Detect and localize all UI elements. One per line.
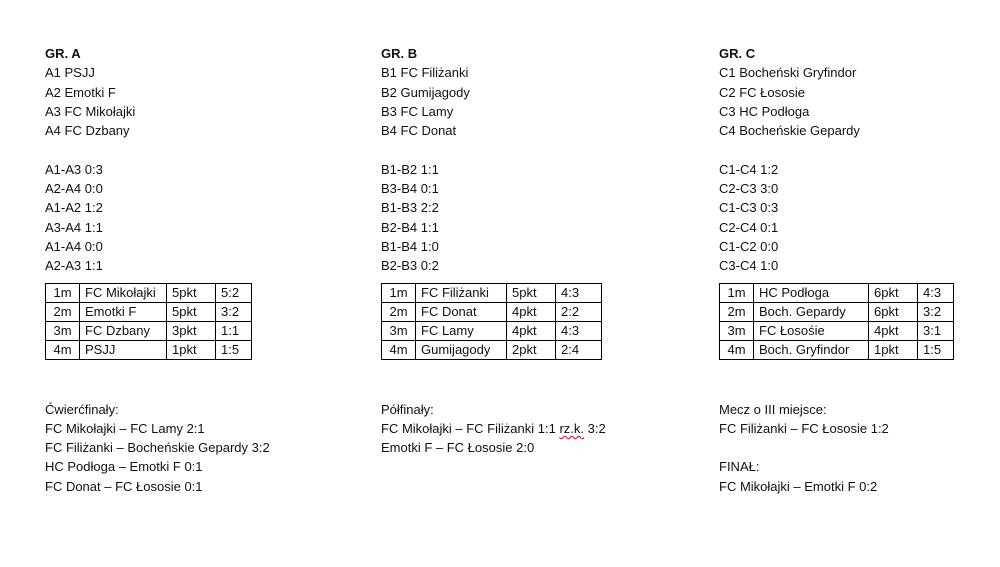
final-match: FC Mikołajki – Emotki F 0:2 <box>719 478 878 494</box>
group-c-title: GR. C <box>719 46 756 61</box>
group-b-match-2: B3-B4 0:1 <box>381 181 439 197</box>
goals-cell: 1:1 <box>216 321 252 340</box>
group-b-team-3: B3 FC Lamy <box>381 103 454 119</box>
goals-cell: 3:2 <box>216 302 252 321</box>
penalties-abbreviation: rz.k. <box>559 420 584 436</box>
group-a-match-6: A2-A3 1:1 <box>45 258 103 274</box>
group-c-match-3: C1-C3 0:3 <box>719 200 779 216</box>
points-cell: 4pkt <box>869 321 918 340</box>
group-b-match-5: B1-B4 1:0 <box>381 238 439 254</box>
table-row <box>382 283 602 302</box>
quarterfinal-match-2: FC Filiżanki – Bocheńskie Gepardy 3:2 <box>45 440 270 456</box>
goals-cell: 1:5 <box>918 340 954 359</box>
group-c-team-3: C3 HC Podłoga <box>719 103 810 119</box>
team-cell: Gumijagody <box>416 340 507 359</box>
team-cell: FC Lamy <box>416 321 507 340</box>
quarterfinal-match-1: FC Mikołajki – FC Lamy 2:1 <box>45 420 205 436</box>
goals-cell: 4:3 <box>556 283 602 302</box>
table-row <box>46 321 252 340</box>
team-cell: Boch. Gepardy <box>754 302 869 321</box>
team-cell: FC Mikołajki <box>80 283 167 302</box>
goals-cell: 3:1 <box>918 321 954 340</box>
quarterfinal-match-3: HC Podłoga – Emotki F 0:1 <box>45 459 203 475</box>
table-row <box>46 283 252 302</box>
finals-section <box>719 400 954 496</box>
points-cell: 4pkt <box>507 302 556 321</box>
semifinal-match-1 <box>381 419 606 438</box>
points-cell: 3pkt <box>167 321 216 340</box>
team-cell: FC Dzbany <box>80 321 167 340</box>
table-row <box>46 302 252 321</box>
team-cell: Emotki F <box>80 302 167 321</box>
position-cell: 1m <box>382 283 416 302</box>
group-b-match-1: B1-B2 1:1 <box>381 161 439 177</box>
group-c-column <box>719 44 954 496</box>
group-c-match-2: C2-C3 3:0 <box>719 181 779 197</box>
position-cell: 4m <box>382 340 416 359</box>
table-row <box>382 302 602 321</box>
goals-cell: 5:2 <box>216 283 252 302</box>
semifinal-match-1-penalties: 3:2 <box>584 420 606 436</box>
goals-cell: 2:4 <box>556 340 602 359</box>
semifinal-match-1-main: FC Mikołajki – FC Filiżanki 1:1 <box>381 420 560 436</box>
semifinals-section <box>381 400 606 458</box>
team-cell: FC Łosośie <box>754 321 869 340</box>
group-c-match-5: C1-C2 0:0 <box>719 238 779 254</box>
group-c-standings-table <box>719 283 954 360</box>
group-a-standings-table <box>45 283 252 360</box>
table-row <box>720 283 954 302</box>
points-cell: 5pkt <box>507 283 556 302</box>
position-cell: 4m <box>720 340 754 359</box>
quarterfinals-title: Ćwierćfinały: <box>45 401 119 417</box>
group-b-match-6: B2-B3 0:2 <box>381 258 439 274</box>
final-title: FINAŁ: <box>719 459 760 475</box>
table-row <box>382 321 602 340</box>
goals-cell: 3:2 <box>918 302 954 321</box>
group-c-team-1: C1 Bocheński Gryfindor <box>719 65 857 81</box>
semifinal-match-2: Emotki F – FC Łososie 2:0 <box>381 440 535 456</box>
semifinals-title: Półfinały: <box>381 401 434 417</box>
group-a-team-4: A4 FC Dzbany <box>45 123 130 139</box>
group-c-team-2: C2 FC Łososie <box>719 84 805 100</box>
quarterfinals-section <box>45 400 270 496</box>
team-cell: FC Filiżanki <box>416 283 507 302</box>
quarterfinal-match-4: FC Donat – FC Łososie 0:1 <box>45 478 203 494</box>
points-cell: 5pkt <box>167 302 216 321</box>
points-cell: 1pkt <box>167 340 216 359</box>
points-cell: 2pkt <box>507 340 556 359</box>
position-cell: 3m <box>382 321 416 340</box>
group-c-match-4: C2-C4 0:1 <box>719 219 779 235</box>
table-row <box>720 302 954 321</box>
table-row <box>720 321 954 340</box>
group-a-team-2: A2 Emotki F <box>45 84 116 100</box>
team-cell: PSJJ <box>80 340 167 359</box>
group-b-team-2: B2 Gumijagody <box>381 84 470 100</box>
goals-cell: 1:5 <box>216 340 252 359</box>
group-a-title: GR. A <box>45 46 81 61</box>
points-cell: 6pkt <box>869 302 918 321</box>
group-a-match-1: A1-A3 0:3 <box>45 161 103 177</box>
group-b-match-3: B1-B3 2:2 <box>381 200 439 216</box>
position-cell: 3m <box>720 321 754 340</box>
points-cell: 5pkt <box>167 283 216 302</box>
team-cell: HC Podłoga <box>754 283 869 302</box>
position-cell: 4m <box>46 340 80 359</box>
group-a-column <box>45 44 270 496</box>
group-b-match-4: B2-B4 1:1 <box>381 219 439 235</box>
group-a-match-3: A1-A2 1:2 <box>45 200 103 216</box>
group-b-team-4: B4 FC Donat <box>381 123 457 139</box>
position-cell: 2m <box>382 302 416 321</box>
group-b-standings-table <box>381 283 602 360</box>
group-a-team-1: A1 PSJJ <box>45 65 95 81</box>
group-c-team-4: C4 Bocheńskie Gepardy <box>719 123 860 139</box>
group-a-match-4: A3-A4 1:1 <box>45 219 103 235</box>
group-b-team-1: B1 FC Filiżanki <box>381 65 469 81</box>
points-cell: 1pkt <box>869 340 918 359</box>
table-row <box>46 340 252 359</box>
position-cell: 1m <box>720 283 754 302</box>
third-place-title: Mecz o III miejsce: <box>719 401 827 417</box>
group-c-match-1: C1-C4 1:2 <box>719 161 779 177</box>
points-cell: 4pkt <box>507 321 556 340</box>
group-a-team-3: A3 FC Mikołajki <box>45 103 136 119</box>
position-cell: 3m <box>46 321 80 340</box>
position-cell: 2m <box>46 302 80 321</box>
table-row <box>720 340 954 359</box>
goals-cell: 2:2 <box>556 302 602 321</box>
group-a-match-5: A1-A4 0:0 <box>45 238 103 254</box>
goals-cell: 4:3 <box>918 283 954 302</box>
group-a-match-2: A2-A4 0:0 <box>45 181 103 197</box>
table-row <box>382 340 602 359</box>
team-cell: Boch. Gryfindor <box>754 340 869 359</box>
position-cell: 2m <box>720 302 754 321</box>
position-cell: 1m <box>46 283 80 302</box>
group-c-match-6: C3-C4 1:0 <box>719 258 779 274</box>
goals-cell: 4:3 <box>556 321 602 340</box>
team-cell: FC Donat <box>416 302 507 321</box>
points-cell: 6pkt <box>869 283 918 302</box>
group-b-title: GR. B <box>381 46 418 61</box>
third-place-match: FC Filiżanki – FC Łososie 1:2 <box>719 420 889 436</box>
group-b-column <box>381 44 606 457</box>
